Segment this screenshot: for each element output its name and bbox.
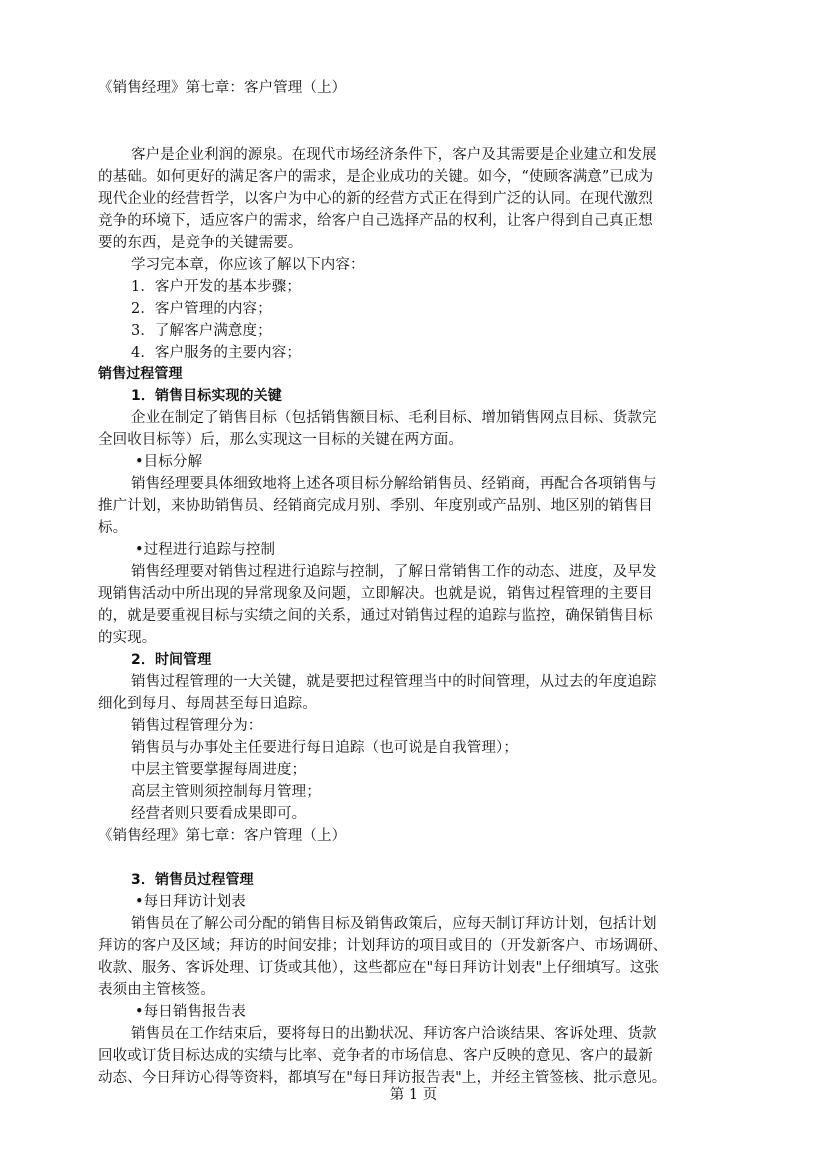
intro-list-item: 4．客户服务的主要内容； [131,345,301,361]
paragraph-line: 销售员与办事处主任要进行每日追踪（也可说是自我管理）； [131,740,518,756]
section-heading: 销售过程管理 [98,366,183,382]
paragraph-line: 标。 [98,520,128,536]
paragraph-line: 销售员在工作结束后，要将每日的出勤状况、拜访客户洽谈结果、客诉处理、货款 [131,1026,657,1042]
paragraph-line: 表须由主管核签。 [98,982,215,998]
paragraph-line: 的实现。 [98,630,157,646]
intro-paragraph-line: 要的东西，是竞争的关键需要。 [98,235,303,251]
intro-lead: 学习完本章，你应该了解以下内容： [131,257,365,273]
paragraph-line: 中层主管要掌握每周进度； [131,762,307,778]
paragraph-line: 细化到每月、每周甚至每日追踪。 [98,696,317,712]
intro-list-item: 2．客户管理的内容； [131,301,272,317]
bullet-heading: •过程进行追踪与控制 [135,542,276,558]
bullet-heading: •每日销售报告表 [135,1004,246,1020]
paragraph-line: 收款、服务、客诉处理、订货或其他），这些都应在"每日拜访计划表"上仔细填写。这张 [98,960,660,976]
intro-list-item: 3．了解客户满意度； [131,323,272,339]
paragraph-line: 的，就是要重视目标与实绩之间的关系，通过对销售过程的追踪与监控，确保销售目标 [98,608,653,624]
bullet-heading: •每日拜访计划表 [135,894,246,910]
paragraph-line: 动态、今日拜访心得等资料，都填写在"每日拜访报告表"上，并经主管签核、批示意见。 [98,1070,667,1086]
intro-list-item: 1．客户开发的基本步骤； [131,279,301,295]
subsection-heading: 2．时间管理 [131,652,212,668]
paragraph-line: 销售经理要具体细致地将上述各项目标分解给销售员、经销商，再配合各项销售与 [131,476,657,492]
paragraph-line: 推广计划，来协助销售员、经销商完成月别、季别、年度别或产品别、地区别的销售目 [98,498,653,514]
paragraph-line: 现销售活动中所出现的异常现象及问题，立即解决。也就是说，销售过程管理的主要目 [98,586,653,602]
paragraph-line: 回收或订货目标达成的实绩与比率、竞争者的市场信息、客户反映的意见、客户的最新 [98,1048,653,1064]
subsection-heading: 1．销售目标实现的关键 [131,388,282,404]
intro-paragraph-line: 客户是企业利润的源泉。在现代市场经济条件下，客户及其需要是企业建立和发展 [131,147,657,163]
subsection-heading: 3．销售员过程管理 [131,872,254,888]
intro-paragraph-line: 的基础。如何更好的满足客户的需求，是企业成功的关键。如今，“使顾客满意”已成为 [98,169,654,185]
paragraph-line: 销售过程管理分为： [131,718,263,734]
paragraph-line: 经营者则只要看成果即可。 [131,806,307,822]
paragraph-line: 销售经理要对销售过程进行追踪与控制，了解日常销售工作的动态、进度，及早发 [131,564,657,580]
bullet-heading: •目标分解 [135,454,203,470]
paragraph-line: 高层主管则须控制每月管理； [131,784,321,800]
intro-paragraph-line: 竞争的环境下，适应客户的需求，给客户自己选择产品的权利，让客户得到自己真正想 [98,213,653,229]
page-number: 第 1 页 [389,1087,438,1103]
header-title: 《销售经理》第七章：客户管理（上） [98,80,347,96]
repeat-header-title: 《销售经理》第七章：客户管理（上） [98,828,347,844]
paragraph-line: 企业在制定了销售目标（包括销售额目标、毛利目标、增加销售网点目标、货款完 [131,410,657,426]
paragraph-line: 销售员在了解公司分配的销售目标及销售政策后，应每天制订拜访计划，包括计划 [131,916,657,932]
paragraph-line: 全回收目标等）后，那么实现这一目标的关键在两方面。 [98,432,463,448]
paragraph-line: 销售过程管理的一大关键，就是要把过程管理当中的时间管理，从过去的年度追踪 [131,674,657,690]
intro-paragraph-line: 现代企业的经营哲学，以客户为中心的新的经营方式正在得到广泛的认同。在现代激烈 [98,191,653,207]
paragraph-line: 拜访的客户及区域；拜访的时间安排；计划拜访的项目或目的（开发新客户、市场调研、 [98,938,668,954]
